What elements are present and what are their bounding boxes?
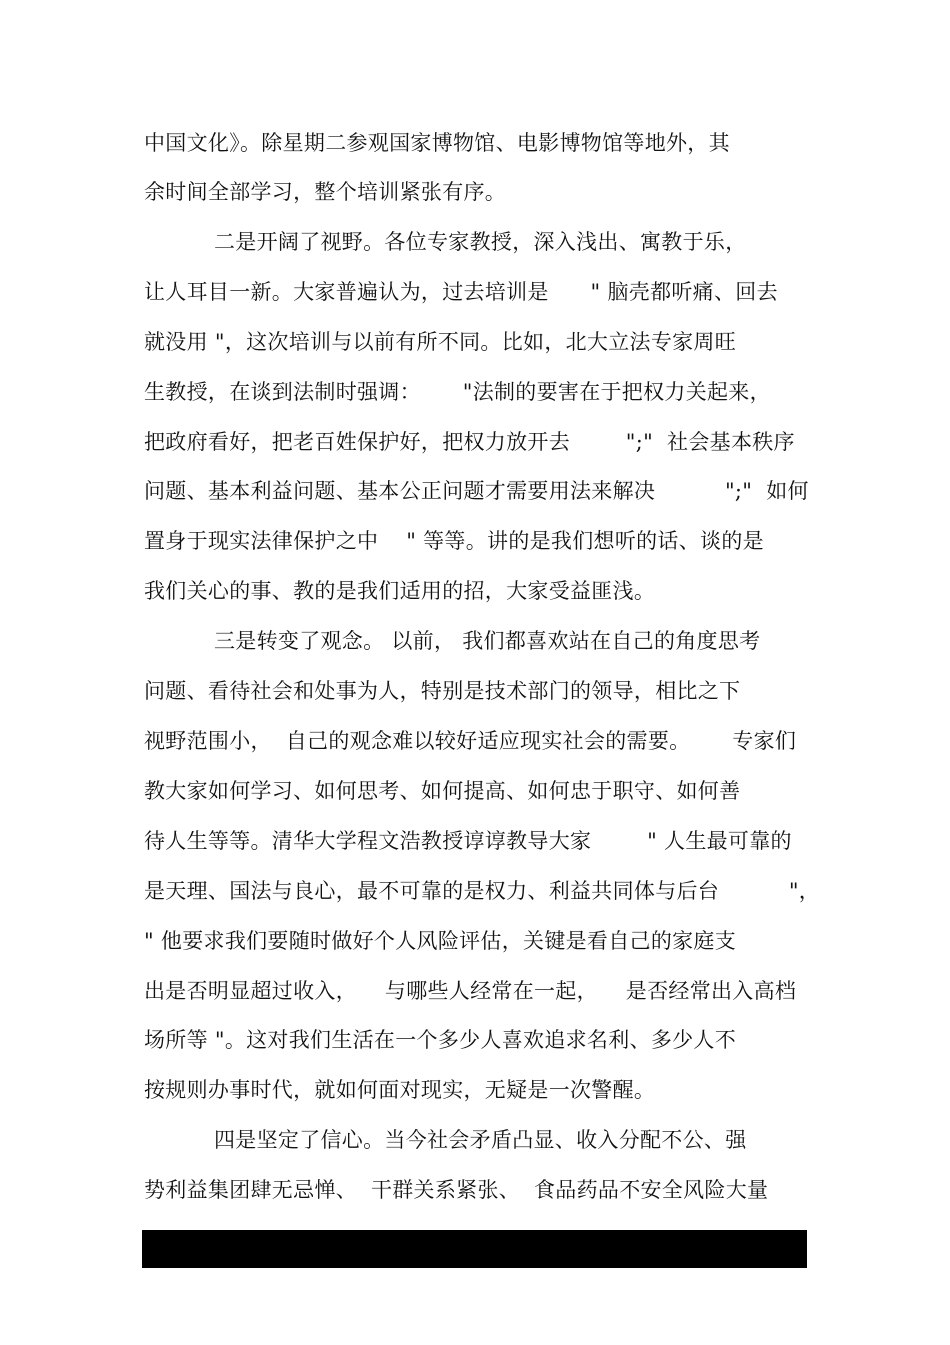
text-line: " 他要求我们要随时做好个人风险评估，关键是看自己的家庭支 xyxy=(144,929,737,953)
redaction-bar xyxy=(142,1230,807,1268)
text-line: 势利益集团肆无忌惮、 干群关系紧张、 食品药品不安全风险大量 xyxy=(144,1178,769,1202)
text-line: 按规则办事时代，就如何面对现实，无疑是一次警醒。 xyxy=(144,1078,656,1102)
text-line: 生教授，在谈到法制时强调： "法制的要害在于把权力关起来， xyxy=(144,380,771,404)
text-line: 场所等 "。这对我们生活在一个多少人喜欢追求名利、多少人不 xyxy=(144,1028,737,1052)
paragraph-start-line: 四是坚定了信心。当今社会矛盾凸显、收入分配不公、强 xyxy=(214,1128,747,1152)
text-line: 待人生等等。清华大学程文浩教授谆谆教导大家 " 人生最可靠的 xyxy=(144,829,792,853)
text-line: 我们关心的事、教的是我们适用的招，大家受益匪浅。 xyxy=(144,579,656,603)
paragraph-start-line: 三是转变了观念。 以前， 我们都喜欢站在自己的角度思考 xyxy=(214,629,761,653)
paragraph-start-line: 二是开阔了视野。各位专家教授，深入浅出、寓教于乐， xyxy=(214,230,747,254)
text-line: 余时间全部学习，整个培训紧张有序。 xyxy=(144,180,507,204)
text-line: 是天理、国法与良心，最不可靠的是权力、利益共同体与后台 "， xyxy=(144,879,821,903)
text-line: 教大家如何学习、如何思考、如何提高、如何忠于职守、如何善 xyxy=(144,779,741,803)
text-line: 就没用 "，这次培训与以前有所不同。比如，北大立法专家周旺 xyxy=(144,330,737,354)
text-line: 视野范围小， 自己的观念难以较好适应现实社会的需要。 专家们 xyxy=(144,729,797,753)
text-line: 问题、基本利益问题、基本公正问题才需要用法来解决 ";" 如何 xyxy=(144,479,809,503)
text-line: 置身于现实法律保护之中 " 等等。讲的是我们想听的话、谈的是 xyxy=(144,529,764,553)
text-line: 让人耳目一新。大家普遍认为，过去培训是 " 脑壳都听痛、回去 xyxy=(144,280,778,304)
text-line: 出是否明显超过收入， 与哪些人经常在一起， 是否经常出入高档 xyxy=(144,979,797,1003)
text-line: 把政府看好，把老百姓保护好，把权力放开去 ";" 社会基本秩序 xyxy=(144,430,795,454)
text-line: 问题、看待社会和处事为人，特别是技术部门的领导，相比之下 xyxy=(144,679,741,703)
text-line: 中国文化》。除星期二参观国家博物馆、电影博物馆等地外，其 xyxy=(144,131,730,155)
